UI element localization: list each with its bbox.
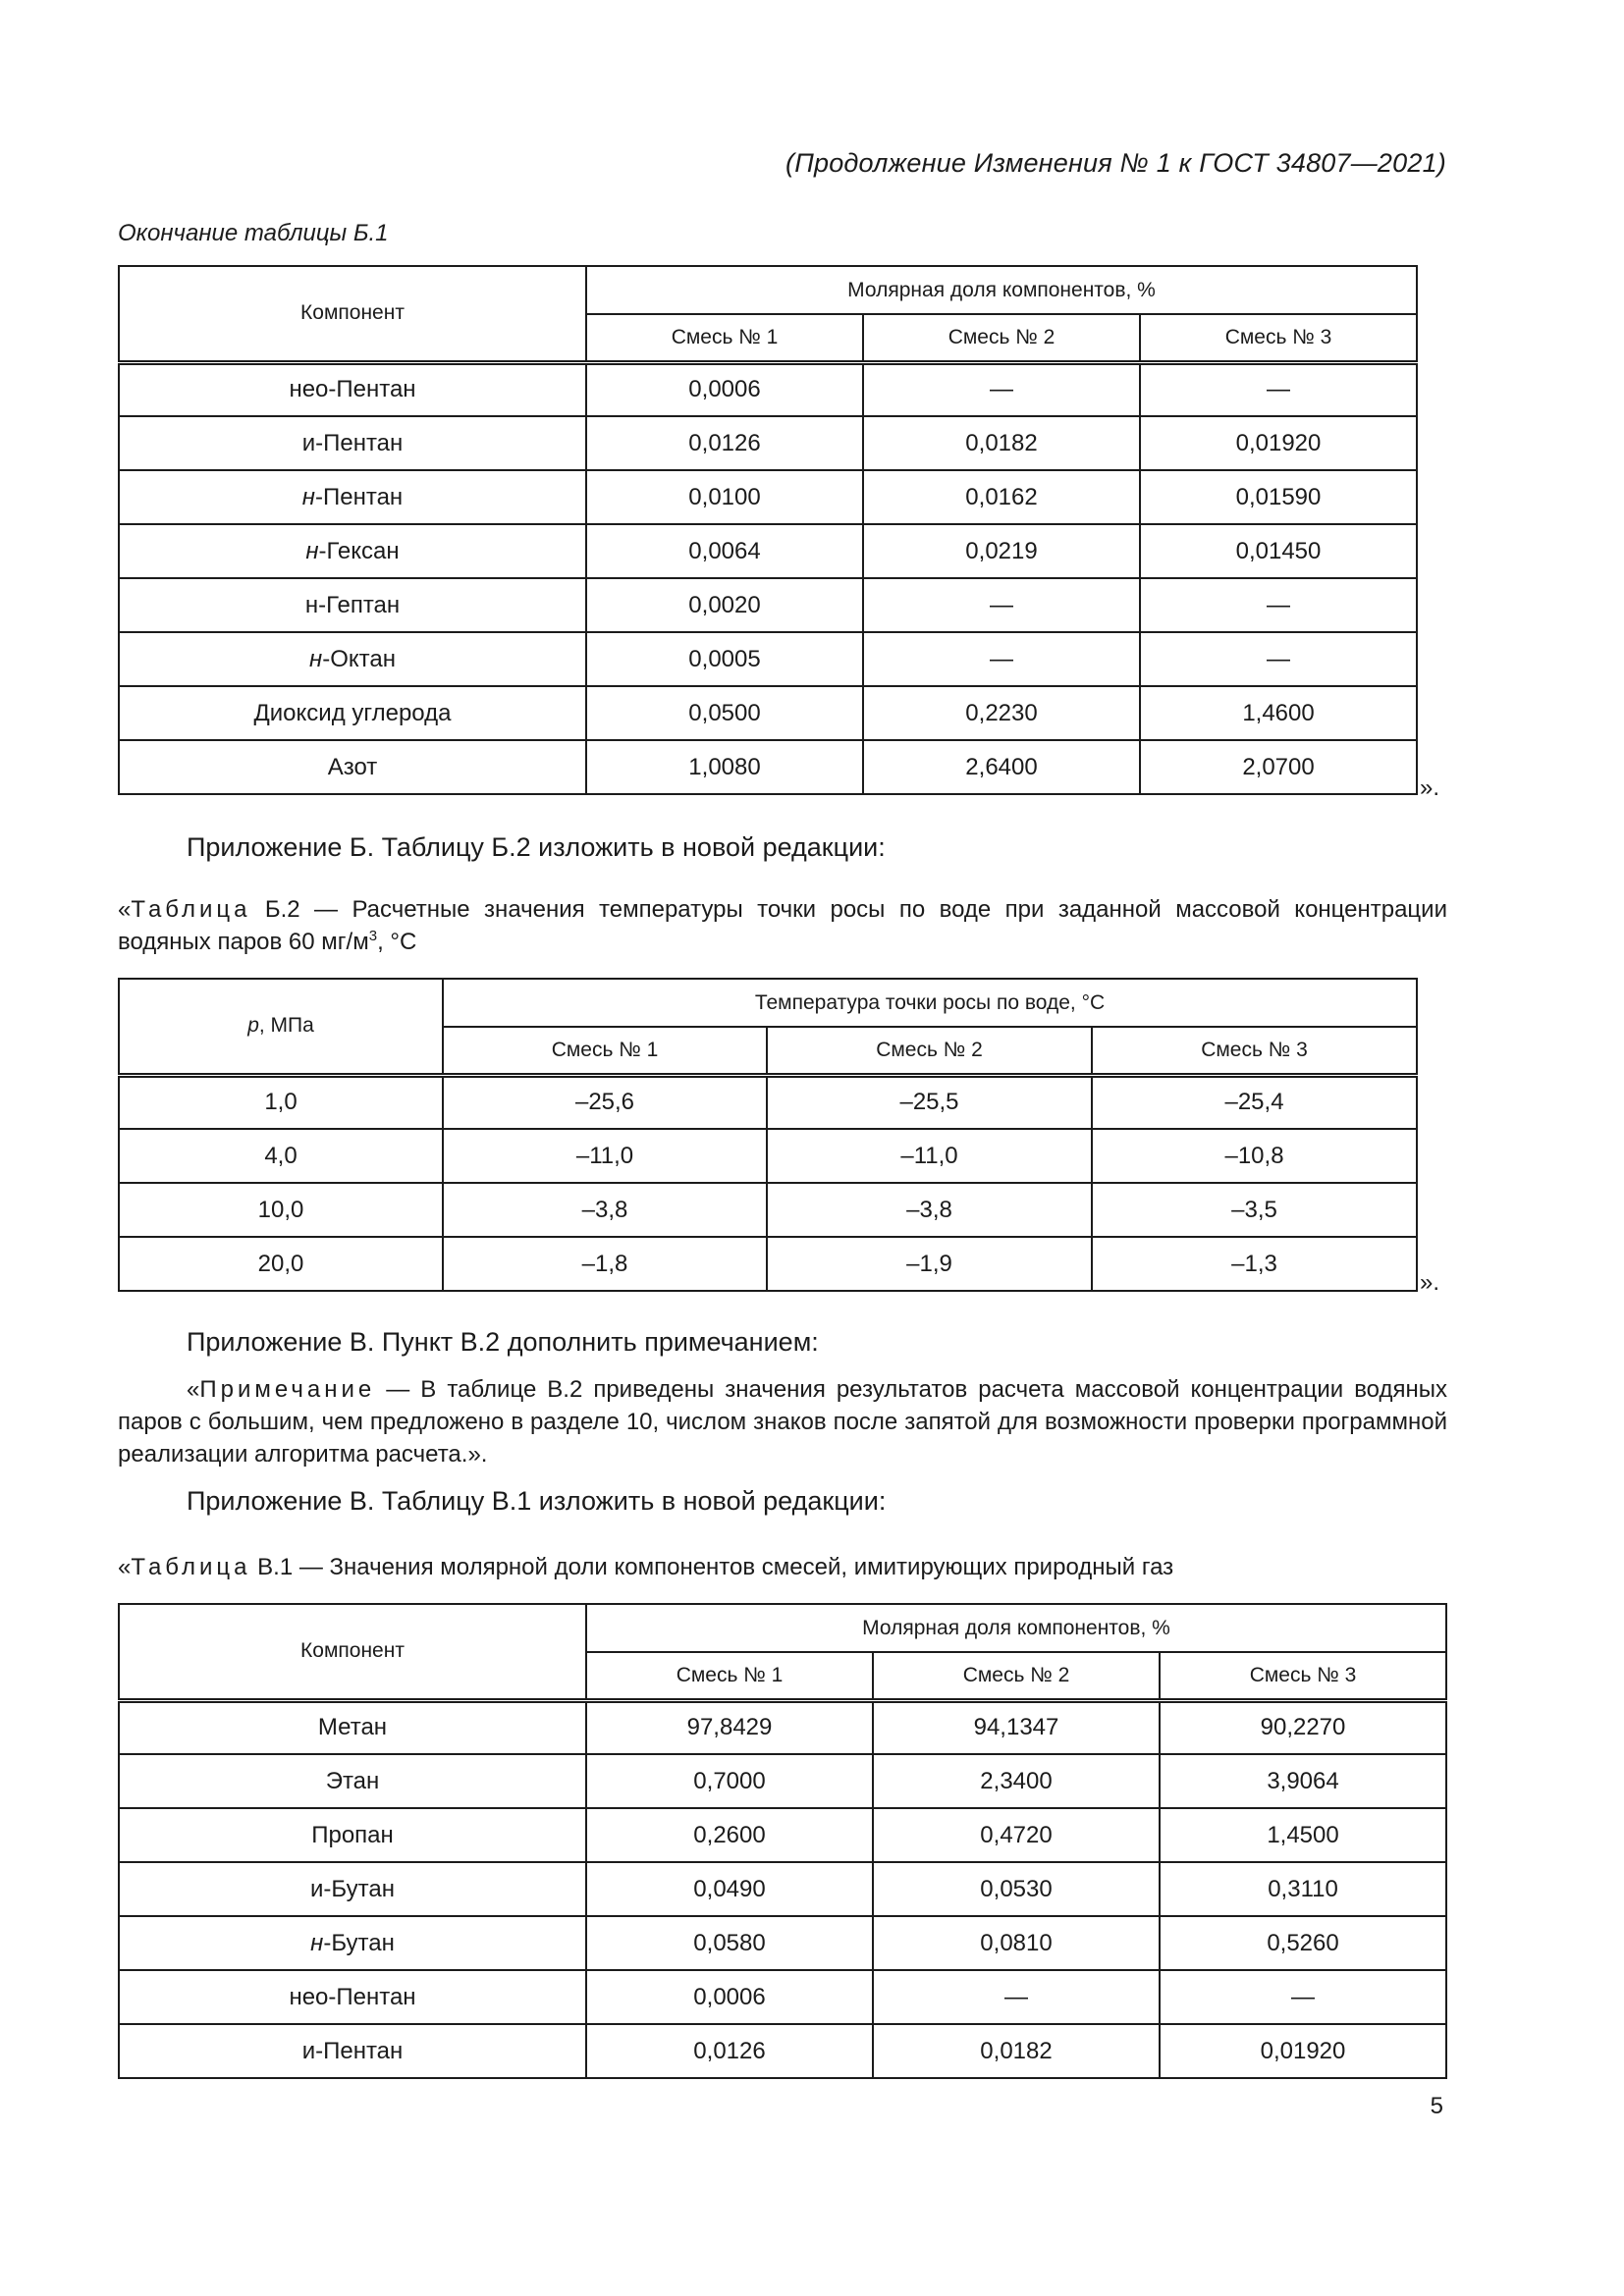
component-name: Метан (317, 1714, 388, 1741)
cell-value: 0,7000 (586, 1754, 873, 1808)
cell-value: 2,6400 (863, 740, 1140, 794)
cell-value: 0,0020 (586, 578, 863, 632)
table-b2-closing-mark: ». (1420, 1269, 1440, 1296)
cell-value: –3,8 (767, 1183, 1092, 1237)
table-row (119, 470, 1417, 524)
cell-component (119, 1916, 586, 1970)
table-row (119, 524, 1417, 578)
cell-pressure: 1,0 (119, 1075, 443, 1129)
component-prefix: н (310, 1929, 324, 1956)
component-name: -Бутан (323, 1875, 395, 1902)
group-header-dew-point: Температура точки росы по воде, °C (443, 979, 1417, 1027)
cell-value: 1,4500 (1160, 1808, 1446, 1862)
cell-value: 0,5260 (1160, 1916, 1446, 1970)
component-name: нео-Пентан (289, 376, 416, 403)
component-prefix: и (310, 1875, 324, 1902)
table-row (119, 1754, 1446, 1808)
cell-component (119, 2024, 586, 2078)
cell-pressure: 4,0 (119, 1129, 443, 1183)
table-b1-end-caption: Окончание таблицы Б.1 (118, 220, 389, 246)
cell-value: –25,6 (443, 1075, 767, 1129)
column-header-component: Компонент (119, 1604, 586, 1700)
table-row (119, 632, 1417, 686)
cell-value: 1,4600 (1140, 686, 1417, 740)
component-name: -Пентан (315, 429, 404, 456)
cell-value: — (863, 632, 1140, 686)
cell-value: 0,0530 (873, 1862, 1160, 1916)
cell-pressure: 20,0 (119, 1237, 443, 1291)
cell-value: 97,8429 (586, 1700, 873, 1754)
cell-value: –11,0 (443, 1129, 767, 1183)
component-name: -Гексан (318, 537, 400, 564)
cell-value: 0,0006 (586, 1970, 873, 2024)
cell-value: — (863, 362, 1140, 416)
cell-value: 0,0162 (863, 470, 1140, 524)
cell-value: 0,0490 (586, 1862, 873, 1916)
table-v1-caption: «Таблица В.1 — Значения молярной доли компонентов смесей, имитирующих природный газ (118, 1554, 1174, 1580)
component-prefix: н (304, 591, 319, 618)
cell-value: 2,0700 (1140, 740, 1417, 794)
component-prefix: и (301, 2037, 316, 2064)
table-row (119, 1808, 1446, 1862)
column-header-mixture-1: Смесь № 1 (586, 314, 863, 362)
column-header-pressure: p, МПа (119, 979, 443, 1075)
cell-component (119, 524, 586, 578)
cell-value: –11,0 (767, 1129, 1092, 1183)
column-header-mixture-1: Смесь № 1 (586, 1652, 873, 1700)
table-row (119, 2024, 1446, 2078)
cell-value: — (863, 578, 1140, 632)
cell-value: –25,4 (1092, 1075, 1417, 1129)
cell-component (119, 1700, 586, 1754)
table-b1-end-body (119, 362, 1417, 794)
component-name: -Октан (322, 645, 396, 672)
table-row (119, 740, 1417, 794)
group-header-molar-fraction: Молярная доля компонентов, % (586, 266, 1417, 314)
group-header-molar-fraction: Молярная доля компонентов, % (586, 1604, 1446, 1652)
table-row (119, 362, 1417, 416)
cell-component (119, 362, 586, 416)
cell-value: — (873, 1970, 1160, 2024)
cell-value: 0,0182 (873, 2024, 1160, 2078)
cell-value: 0,3110 (1160, 1862, 1446, 1916)
table-b2-body (119, 1075, 1417, 1291)
column-header-mixture-3: Смесь № 3 (1092, 1027, 1417, 1075)
cell-value: — (1140, 578, 1417, 632)
table-b2 (118, 978, 1418, 1292)
cell-value: –1,8 (443, 1237, 767, 1291)
cell-value: 0,0006 (586, 362, 863, 416)
table-v1-body (119, 1700, 1446, 2078)
table-b1-closing-mark: ». (1420, 774, 1440, 801)
component-name: -Бутан (323, 1929, 395, 1956)
cell-component (119, 740, 586, 794)
cell-value: 0,2230 (863, 686, 1140, 740)
cell-value: 0,0064 (586, 524, 863, 578)
cell-value: — (1140, 362, 1417, 416)
cell-value: — (1160, 1970, 1446, 2024)
table-row (119, 578, 1417, 632)
cell-component (119, 632, 586, 686)
table-row (119, 1700, 1446, 1754)
column-header-mixture-2: Смесь № 2 (873, 1652, 1160, 1700)
table-row (119, 1916, 1446, 1970)
component-name: Диоксид углерода (253, 699, 452, 726)
cell-value: 0,0100 (586, 470, 863, 524)
cell-value: — (1140, 632, 1417, 686)
cell-value: 0,0219 (863, 524, 1140, 578)
cell-pressure: 10,0 (119, 1183, 443, 1237)
cell-value: 0,01920 (1160, 2024, 1446, 2078)
table-row (119, 1183, 1417, 1237)
column-header-mixture-3: Смесь № 3 (1160, 1652, 1446, 1700)
table-b2-caption: «Таблица Б.2 — Расчетные значения температуры точки росы по воде при заданной массовой концентрации водяных паров 60 $мг/м^3$, °C (118, 896, 1447, 955)
column-header-mixture-3: Смесь № 3 (1140, 314, 1417, 362)
cell-value: 0,0126 (586, 416, 863, 470)
cell-value: 94,1347 (873, 1700, 1160, 1754)
paragraph-appendix-b-table-b2: Приложение Б. Таблицу Б.2 изложить в новой редакции: (187, 832, 886, 862)
column-header-mixture-1: Смесь № 1 (443, 1027, 767, 1075)
component-name: -Пентан (315, 2037, 404, 2064)
paragraph-appendix-v-point-v2: Приложение В. Пункт В.2 дополнить примечанием: (187, 1327, 819, 1357)
cell-value: 0,0810 (873, 1916, 1160, 1970)
cell-value: –1,3 (1092, 1237, 1417, 1291)
table-row (119, 1075, 1417, 1129)
cell-value: 0,0005 (586, 632, 863, 686)
paragraph-appendix-v-table-v1: Приложение В. Таблицу В.1 изложить в новой редакции: (187, 1486, 887, 1516)
running-head: (Продолжение Изменения № 1 к ГОСТ 34807—2021) (785, 148, 1446, 178)
cell-component (119, 470, 586, 524)
component-name: Азот (327, 753, 378, 780)
table-row (119, 416, 1417, 470)
cell-value: 2,3400 (873, 1754, 1160, 1808)
cell-value: –3,5 (1092, 1183, 1417, 1237)
cell-value: 0,01920 (1140, 416, 1417, 470)
cell-component (119, 416, 586, 470)
cell-value: 0,0580 (586, 1916, 873, 1970)
component-name: Пропан (311, 1821, 394, 1848)
cell-value: –25,5 (767, 1075, 1092, 1129)
component-name: -Пентан (315, 483, 404, 510)
cell-component (119, 1862, 586, 1916)
table-v1 (118, 1603, 1447, 2079)
column-header-component: Компонент (119, 266, 586, 362)
component-name: нео-Пентан (289, 1983, 416, 2010)
page-number: 5 (1430, 2093, 1443, 2119)
cell-component (119, 686, 586, 740)
component-name: -Гептан (318, 591, 401, 618)
cell-component (119, 578, 586, 632)
cell-value: 0,01450 (1140, 524, 1417, 578)
cell-value: 0,2600 (586, 1808, 873, 1862)
cell-value: 0,0182 (863, 416, 1140, 470)
component-name: Этан (325, 1767, 380, 1794)
component-prefix: н (301, 483, 316, 510)
table-b1-end (118, 265, 1418, 795)
cell-value: 0,01590 (1140, 470, 1417, 524)
cell-component (119, 1754, 586, 1808)
table-row (119, 1862, 1446, 1916)
component-prefix: и (301, 429, 316, 456)
cell-value: –1,9 (767, 1237, 1092, 1291)
table-row (119, 1237, 1417, 1291)
table-row (119, 686, 1417, 740)
column-header-mixture-2: Смесь № 2 (767, 1027, 1092, 1075)
cell-value: –3,8 (443, 1183, 767, 1237)
cell-value: 3,9064 (1160, 1754, 1446, 1808)
component-prefix: н (309, 645, 323, 672)
table-row (119, 1129, 1417, 1183)
cell-value: 1,0080 (586, 740, 863, 794)
cell-value: 90,2270 (1160, 1700, 1446, 1754)
note-block: «Примечание — В таблице В.2 приведены значения результатов расчета массовой концентрации водяных паров с большим, чем предложено в разделе 10, числом знаков после запятой для возможности проверки программной реализации алгоритма расчета.». (118, 1376, 1447, 1468)
table-row (119, 1970, 1446, 2024)
cell-value: 0,0126 (586, 2024, 873, 2078)
cell-value: –10,8 (1092, 1129, 1417, 1183)
cell-value: 0,0500 (586, 686, 863, 740)
column-header-mixture-2: Смесь № 2 (863, 314, 1140, 362)
cell-value: 0,4720 (873, 1808, 1160, 1862)
cell-component (119, 1808, 586, 1862)
cell-component (119, 1970, 586, 2024)
component-prefix: н (305, 537, 319, 564)
